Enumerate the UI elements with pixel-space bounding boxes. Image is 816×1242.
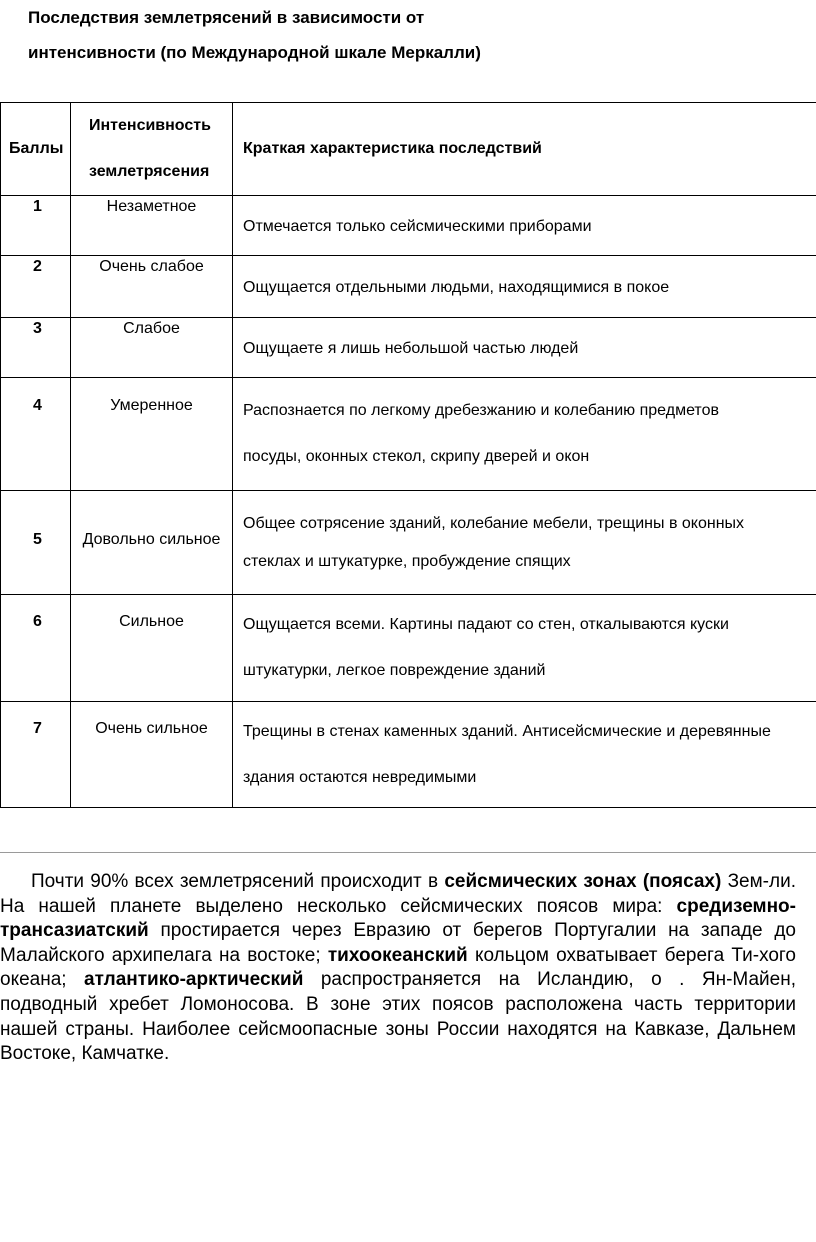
row-points: 5 <box>1 491 71 595</box>
table-row <box>1 378 816 491</box>
paragraph-text: Почти 90% всех землетрясений происходит в <box>31 871 445 892</box>
seismic-belts-paragraph <box>0 870 796 1067</box>
table-row <box>1 318 816 378</box>
header-intensity-line-2: землетрясения <box>89 163 210 180</box>
table-header-row <box>1 103 816 196</box>
paragraph-text: кольцом охватывает берега Ти-хого океана; <box>0 944 797 991</box>
row-intensity: Незаметное <box>71 196 233 256</box>
row-intensity: Умеренное <box>71 378 233 491</box>
row-intensity: Довольно сильное <box>71 491 233 595</box>
mercalli-scale-table <box>0 102 816 808</box>
paragraph-bold-term: сейсмических зонах (поясах) <box>444 871 722 892</box>
paragraph-bold-term: атлантико-арктический <box>84 969 304 991</box>
row-points: 7 <box>1 702 71 808</box>
header-intensity-line-1: Интенсивность <box>89 117 211 134</box>
table-row <box>1 702 816 808</box>
header-intensity <box>71 103 233 196</box>
row-points: 3 <box>1 318 71 378</box>
paragraph-text: распространяется на Исландию, о . Ян-Майен, подводный хребет Ломоносова. В зоне этих поясов расположена часть территории нашей страны. Наиболее сейсмоопасные зоны России находятся на Кавказе, Дальнем Востоке, Камчатке. <box>0 969 796 1065</box>
table-row <box>1 196 816 256</box>
description-line: Распознается по легкому дребезжанию и колебанию предметов <box>243 402 719 419</box>
row-intensity: Очень слабое <box>71 256 233 318</box>
row-description <box>233 318 816 378</box>
description-line: Трещины в стенах каменных зданий. Антисейсмические и деревянные <box>243 722 771 740</box>
paragraph-bold-term: тихоокеанский <box>327 944 468 966</box>
header-description: Краткая характеристика последствий <box>233 103 816 196</box>
row-description <box>233 196 816 256</box>
page-divider <box>0 852 816 853</box>
paragraph-bold-term: средиземно-трансазиатский <box>0 895 796 942</box>
description-line: штукатурки, легкое повреждение зданий <box>243 662 546 679</box>
row-points: 1 <box>1 196 71 256</box>
row-points: 6 <box>1 595 71 702</box>
table-row <box>1 256 816 318</box>
row-description <box>233 378 816 491</box>
description-line: Отмечается только сейсмическими приборами <box>243 217 592 235</box>
table-row <box>1 491 816 595</box>
paragraph-text: простирается через Евразию от берегов Португалии на западе до Малайского архипелага на востоке; <box>0 920 796 966</box>
description-line: здания остаются невредимыми <box>243 768 477 786</box>
row-description <box>233 595 816 702</box>
document-title <box>28 0 788 70</box>
description-line: стеклах и штукатурке, пробуждение спящих <box>243 552 571 570</box>
row-points: 2 <box>1 256 71 318</box>
title-line-1: Последствия землетрясений в зависимости от <box>28 8 425 27</box>
row-description <box>233 491 816 595</box>
row-description <box>233 256 816 318</box>
paragraph-text: Зем-ли. На нашей планете выделено несколько сейсмических поясов мира: <box>0 871 796 917</box>
description-line: Ощущается отдельными людьми, находящимися в покое <box>243 278 670 296</box>
description-line: Ощущаете я лишь небольшой частью людей <box>243 339 579 357</box>
title-line-2: интенсивности (по Международной шкале Меркалли) <box>28 43 481 62</box>
description-line: посуды, оконных стекол, скрипу дверей и окон <box>243 448 590 465</box>
row-intensity: Слабое <box>71 318 233 378</box>
description-line: Общее сотрясение зданий, колебание мебели, трещины в оконных <box>243 514 745 532</box>
row-intensity: Сильное <box>71 595 233 702</box>
header-points: Баллы <box>1 103 71 196</box>
row-intensity: Очень сильное <box>71 702 233 808</box>
table-row <box>1 595 816 702</box>
description-line: Ощущается всеми. Картины падают со стен, откалываются куски <box>243 616 729 633</box>
row-points: 4 <box>1 378 71 491</box>
row-description <box>233 702 816 808</box>
